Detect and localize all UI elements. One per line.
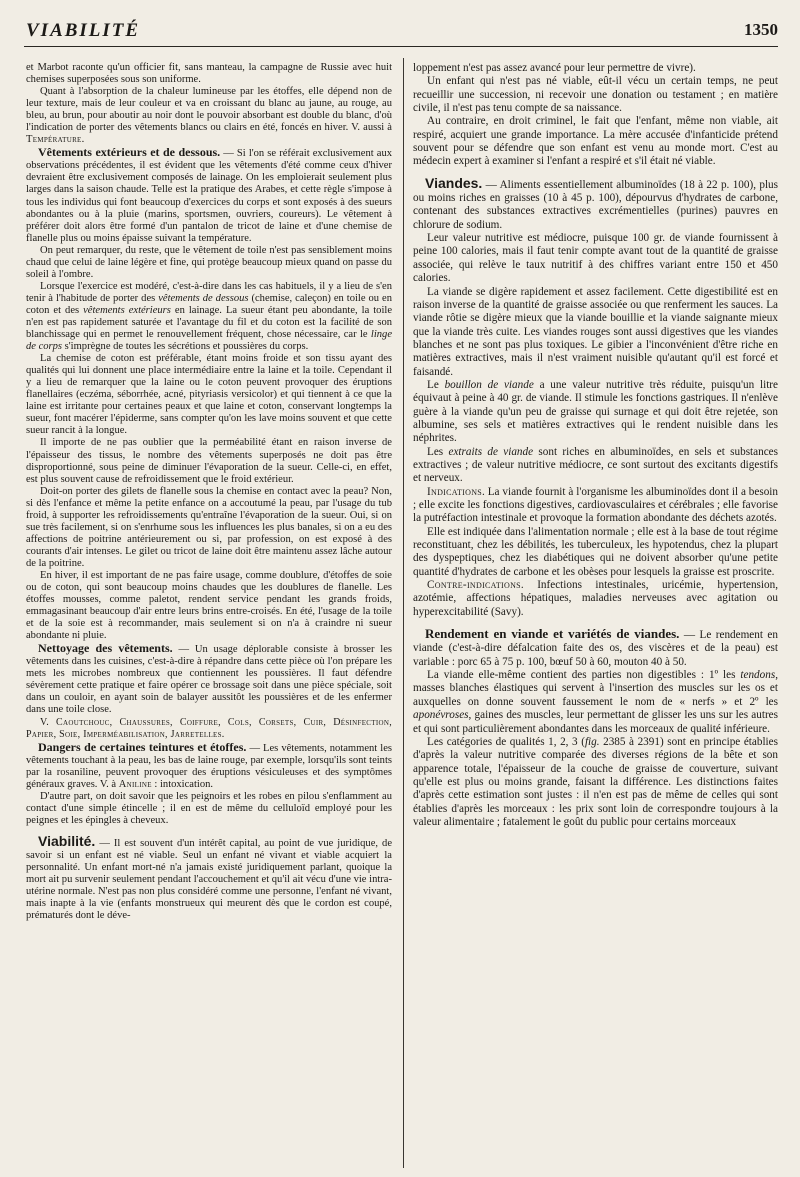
paragraph bbox=[413, 62, 778, 75]
text-run: : intoxication. bbox=[151, 778, 214, 790]
right-column bbox=[413, 62, 778, 1167]
small-caps-term: Aniline bbox=[118, 778, 152, 790]
text-run: . bbox=[81, 134, 85, 146]
paragraph bbox=[413, 736, 778, 829]
text-run: D'autre part, on doit savoir que les peignoirs et les robes en pilou s'enflamment au contact d'une simple étincelle ; il en est de même du celluloïd employé pour les peignes et les épingles à cheveux. bbox=[26, 790, 392, 826]
paragraph bbox=[413, 379, 778, 446]
paragraph bbox=[413, 579, 778, 619]
subsection-heading: Dangers de certaines teintures et étoffes. bbox=[38, 739, 247, 754]
section-paragraph bbox=[26, 741, 392, 791]
paragraph bbox=[413, 446, 778, 486]
paragraph bbox=[26, 62, 392, 86]
italic-term: extraits de viande bbox=[448, 445, 534, 458]
paragraph bbox=[413, 115, 778, 168]
paragraph bbox=[413, 286, 778, 379]
italic-term: bouillon de viande bbox=[444, 378, 534, 391]
text-run: On peut remarquer, du reste, que le vêtement de toile n'est pas sensiblement moins chaud que celui de laine légère et fine, qui protège beaucoup mieux quand on passe du soleil à l'ombre. bbox=[26, 244, 392, 280]
text-run: La chemise de coton est préférable, étant moins froide et son tissu ayant des qualités qui lui donnent une place intermédiaire entre la laine et la toile. Cependant il y a lieu de remarquer que la laine ou le coton peuvent provoquer des éruptions flanellaires (eczéma, séborrhée, acné, pityriasis versicolor) et qui tiennent à ce que la laine est irritante pour certaines peaux et que laine et coton, conservant longtemps la sueur, font macérer l'épiderme, sans compter qu'on les lave moins souvent et que cette sueur rancit à la longue. bbox=[26, 353, 392, 437]
text-run: . Infections intestinales, uricémie, hypertension, azotémie, affections hépatiques, maladies nerveuses avec agitation ou hyperexcitabilité (Savy). bbox=[413, 579, 778, 618]
text-run: s'imprègne de toutes les sécrétions et poussières du corps. bbox=[62, 341, 309, 353]
text-run: Lorsque l'exercice est modéré, c'est-à-dire dans les cas habituels, il y a lieu de s'en tenir à l'habitude de porter des bbox=[26, 280, 392, 304]
italic-term: vêtements de dessous bbox=[158, 292, 249, 304]
text-run: (chemise, caleçon) en toile ou en coton et des bbox=[26, 292, 392, 316]
text-run: — Aliments essentiellement albuminoïdes (18 à 22 p. 100), plus ou moins riches en graisses (10 à 45 p. 100), dépourvus d'hydrates de carbone, contenant des substances extractives excrémentielles (purines) pauvres en chlorure de sodium. bbox=[413, 178, 778, 231]
subsection-heading: Rendement en viande et variétés de viandes. bbox=[425, 626, 680, 642]
section-paragraph bbox=[26, 146, 392, 244]
section-paragraph bbox=[413, 627, 778, 669]
subsection-heading: Vêtements extérieurs et de dessous. bbox=[38, 145, 221, 160]
column-rule bbox=[403, 58, 404, 1168]
paragraph bbox=[413, 486, 778, 526]
text-run: Elle est indiquée dans l'alimentation normale ; elle est à la base de tout régime reconstituant, chez les débilités, les tuberculeux, les hypotendus, chez la plupart des dyspeptiques, chez les diabétiques qui ne doivent absorber qu'une petite quantité d'hydrates de carbone et les obèses pour lesquels la graisse est proscrite. bbox=[413, 525, 778, 578]
paragraph bbox=[26, 281, 392, 353]
text-run: Doit-on porter des gilets de flanelle sous la chemise en contact avec la peau? Non, si dès l'enfance et même la petite enfance on a accoutumé la peau, par l'usage du tub froid, à supporter les refroidissements qu'entraîne l'évaporation de la sueur. Oui, si on sue très facilement, si on s'enrhume sous les influences les plus banales, si on a eu des affections de poitrine antérieurement ou si, par profession, on est exposé à des courants d'air intenses. Le gilet ou tricot de laine doit être maintenu assez lâche autour de la poitrine. bbox=[26, 485, 392, 569]
paragraph bbox=[26, 486, 392, 570]
text-run: et Marbot raconte qu'un officier fit, sans manteau, la campagne de Russie avec huit chemises superposées sous son uniforme. bbox=[26, 62, 392, 86]
text-run: En hiver, il est important de ne pas faire usage, comme doublure, d'étoffes de soie ou de coton, qui sont beaucoup moins chaudes que les doublures de flanelle. Les étoffes mousses, comme paletot, rendent service pendant les grands froids, emmagasinant beaucoup d'air entre leurs brins entre-croisés. En été, l'usage de la toile et de la soie est à recommander, mais seulement si on n'a à craindre ni sueur abondante ni pluie. bbox=[26, 569, 392, 642]
text-run: — Les vêtements, notamment les vêtements touchant à la peau, les bas de laine rouge, par exemple, lorsqu'ils sont teints par la rosaniline, peuvent provoquer des éruptions vésiculeuses et des symptômes généraux graves. V. à bbox=[26, 742, 392, 790]
text-run: — Il est souvent d'un intérêt capital, au point de vue juridique, de savoir si un enfant est né viable. Seul un enfant né vivant et viable acquiert la personnalité. Un enfant mort-né n'a jamais existé juridiquement parlant, quoique la mort ait pu survenir seulement pendant l'accouchement et qu'il ait vécu d'une vie intra-utérine normale. N'est pas non plus considéré comme une personne, l'enfant né vivant, mais inapte à la vie (enfants monstrueux qui meurent dès que le cordon est coupé, prématurés dont le déve- bbox=[26, 837, 392, 922]
paragraph bbox=[413, 232, 778, 285]
article-headword: Viandes. bbox=[425, 174, 483, 191]
italic-term: fig. bbox=[584, 735, 600, 748]
text-run: Les bbox=[427, 445, 449, 458]
text-run: La viande se digère rapidement et assez facilement. Cette digestibilité est en raison inverse de la quantité de graisse associée ou que renferment les sauces. La viande rôtie se digère mieux que la viande bouillie et la viande saignante mieux que la viande très cuite. Les viandes rouges sont aussi digestives que les viandes blanches et ne sont pas plus toxiques. Le gibier a l'inconvénient d'être riche en matières extractives, mais il n'est vraiment nuisible qu'autant qu'il est forcé et faisandé. bbox=[413, 285, 778, 378]
subsection-heading: Nettoyage des vêtements. bbox=[38, 641, 173, 656]
text-run: Un enfant qui n'est pas né viable, eût-il vécu un certain temps, ne peut recueillir une succession, ni recevoir une donation ou testament ; en matière civile, il n'est pas tenu compte de sa naissance. bbox=[413, 75, 778, 115]
paragraph bbox=[26, 437, 392, 485]
article-headword: Viabilité. bbox=[38, 832, 96, 849]
cross-reference bbox=[26, 717, 392, 741]
text-run: en lainage. La sueur étant peu abondante, la toile n'en est pas rapidement saturée et l'avantage du fil et du coton est la facilité de son blanchissage qui en permet le renouvellement fréquent, chose nécessaire, car le bbox=[26, 304, 392, 341]
page-header bbox=[24, 16, 778, 47]
text-run: Au contraire, en droit criminel, le fait que l'enfant, même non viable, ait respiré, acquiert une grande importance. La mère accusée d'infanticide prétend souvent pour se défendre que son enfant est venu au monde mort. C'est au médecin expert à examiner si l'enfant a respiré et s'il était né viable. bbox=[413, 115, 778, 168]
italic-term: aponévroses bbox=[413, 709, 469, 722]
italic-term: vêtements extérieurs bbox=[83, 304, 171, 316]
paragraph bbox=[26, 245, 392, 281]
small-caps-term: Température bbox=[26, 134, 82, 146]
text-run: La viande elle-même contient des parties non digestibles : 1º les bbox=[427, 669, 741, 682]
small-caps-term: V. Caoutchouc, Chaussures, Coiffure, Cols, Corsets, Cuir, Désinfection, Papier, Soie, Imperméabilisation, Jarretelles. bbox=[26, 716, 392, 740]
running-head: VIABILITÉ bbox=[26, 20, 141, 41]
paragraph bbox=[26, 570, 392, 642]
text-run: Le bbox=[427, 378, 445, 391]
text-run: loppement n'est pas assez avancé pour leur permettre de vivre). bbox=[413, 62, 696, 74]
text-run: — Si l'on se référait exclusivement aux observations précédentes, il est évident que les vêtements d'été comme ceux d'hiver devraient être exclusivement composés de lainage. On les emploierait seulement plus larges dans la saison chaude. Telle est la pratique des Arabes, et cette règle s'impose à tous les individus qui font beaucoup d'exercices du corps et sont exposés à des sueurs abondantes ou à la pluie (marins, sportsmen, ouvriers, coureurs). Le vêtement à préférer doit alors être formé d'un pantalon de tricot de laine et d'une chemise de flanelle plus ou moins épaisse suivant la température. bbox=[26, 148, 392, 244]
paragraph bbox=[26, 353, 392, 437]
small-caps-term: Indications bbox=[427, 485, 483, 498]
text-run: a une valeur nutritive très réduite, puisqu'un litre équivaut à peine à 40 gr. de viande. Il stimule les fonctions gastriques. Il n'enlève guère à la viande qu'un peu de graisse qui surnage et qui doit être rejetée, son albumine, ses sels et matières extractives qui le rendent nuisible dans les néphrites. bbox=[413, 378, 778, 445]
left-column bbox=[26, 62, 392, 1167]
text-run: — Un usage déplorable consiste à brosser les vêtements dans les cuisines, c'est-à-dire à répandre dans cette pièce où l'on prépare les mets les microbes nombreux que contiennent les poussières. Il faut défendre sévèrement cette pratique et faire opérer ce brossage soit dans une pièce spéciale, soit dans un couloir, en ayant soin de balayer aussitôt les poussières et de les enfermer dans une toile close. bbox=[26, 644, 392, 716]
text-run: Quant à l'absorption de la chaleur lumineuse par les étoffes, elle dépend non de leur texture, mais de leur couleur et va en croissant du blanc au jaune, au rouge, au bleu, au brun, pour aboutir au noir dont le pouvoir absorbant est double du blanc, d'où l'indication de porter des vêtements blancs ou clairs en été, foncés en hiver. V. aussi à bbox=[26, 86, 392, 134]
text-run: . La viande fournit à l'organisme les albuminoïdes dont il a besoin ; elle excite les fonctions digestives, cardiovasculaires et cérébrales ; elle favorise la putréfaction intestinale et provoque la formation abondante des déchets azotés. bbox=[413, 485, 778, 525]
section-paragraph bbox=[26, 642, 392, 716]
text-run: sont riches en albuminoïdes, en sels et substances extractives ; de valeur nutritive médiocre, ce sont surtout des excitants digestifs et nerveux. bbox=[413, 445, 778, 485]
text-run: Leur valeur nutritive est médiocre, puisque 100 gr. de viande fournissent à peine 100 calories, mais il faut tenir compte avant tout de la quantité de graisse associée, qui relève le taux nutritif à des chiffres variant entre 150 et 450 calories. bbox=[413, 232, 778, 285]
text-run: 2385 à 2391) sont en principe établies d'après la valeur nutritive comparée des diverses régions de la bête et son apparence totale, l'épaisseur de la couche de graisse de couverture, suivant qu'elle est plus ou moins grande, faisant la différence. Les distinctions faites d'après cette estimation sont justes : il n'en est pas de même de celles qui sont établies d'après les morceaux : les prix sont loin de correspondre toujours à la valeur alimentaire ; fatalement le goût du public pour certains morceaux bbox=[413, 735, 778, 828]
text-run: , gaines des muscles, leur permettant de glisser les uns sur les autres et qui sont particulièrement abondantes dans les morceaux de qualité inférieure. bbox=[413, 709, 778, 735]
text-run: Les catégories de qualités 1, 2, 3 ( bbox=[427, 735, 585, 748]
section-paragraph bbox=[26, 832, 392, 922]
paragraph bbox=[413, 75, 778, 115]
paragraph bbox=[413, 669, 778, 736]
italic-term: linge de corps bbox=[26, 329, 392, 353]
section-paragraph bbox=[413, 174, 778, 232]
text-run: — Le rendement en viande (c'est-à-dire défalcation faite des os, des viscères et de la peau) est variable : porc 65 à 75 p. 100, bœuf 50 à 60, mouton 40 à 50. bbox=[413, 629, 778, 668]
paragraph bbox=[26, 86, 392, 146]
small-caps-term: Contre-indications bbox=[427, 579, 521, 592]
paragraph bbox=[413, 526, 778, 579]
text-run: , masses blanches élastiques qui servent à l'insertion des muscles sur les os et auxquelles on donne souvent faussement le nom de « nerfs » et 2º les bbox=[413, 669, 778, 708]
paragraph bbox=[26, 791, 392, 827]
page-number: 1350 bbox=[744, 20, 778, 39]
italic-term: tendons bbox=[740, 669, 776, 682]
text-run: Il importe de ne pas oublier que la perméabilité étant en raison inverse de l'épaisseur des tissus, le nombre des vêtements superposés ne doit pas être disproportionné, sous peine de diminuer l'évaporation de la sueur. Celle-ci, en effet, est plus souvent cause de refroidissement que le froid extérieur. bbox=[26, 437, 392, 485]
